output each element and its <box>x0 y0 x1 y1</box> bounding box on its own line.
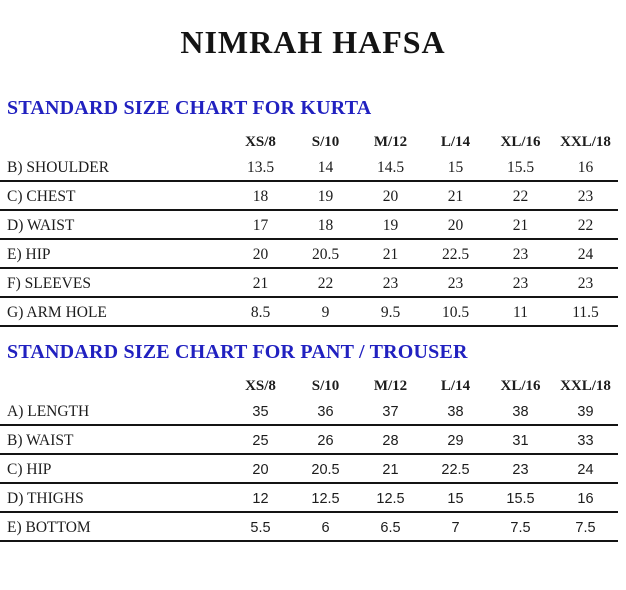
cell: 21 <box>382 462 399 478</box>
cell: 23 <box>577 275 594 292</box>
cell: 17 <box>252 217 269 234</box>
cell: 23 <box>512 275 529 292</box>
kurta-row-chest <box>0 182 618 211</box>
cell: 38 <box>447 404 464 420</box>
kurta-row-shoulder <box>0 153 618 182</box>
pant-row-waist <box>0 426 618 455</box>
cell: 38 <box>512 404 529 420</box>
kurta-row-sleeves <box>0 269 618 298</box>
column-header: M/12 <box>373 134 408 150</box>
cell: 39 <box>577 404 594 420</box>
cell: 14.5 <box>376 159 405 176</box>
cell: 35 <box>252 404 269 420</box>
cell: 37 <box>382 404 399 420</box>
cell: 25 <box>252 433 269 449</box>
cell: 26 <box>317 433 334 449</box>
cell: 24 <box>577 462 594 478</box>
cell: 12.5 <box>376 491 405 507</box>
cell: 21 <box>252 275 269 292</box>
header-spacer <box>0 394 228 397</box>
cell: 15.5 <box>506 159 535 176</box>
cell: 33 <box>577 433 594 449</box>
cell: 20 <box>382 188 399 205</box>
pant-section-heading: STANDARD SIZE CHART FOR PANT / TROUSER <box>7 341 468 363</box>
cell: 8.5 <box>250 304 271 321</box>
cell: 20 <box>447 217 464 234</box>
cell: 12.5 <box>311 491 340 507</box>
cell: 11 <box>513 304 528 321</box>
row-label: C) CHEST <box>7 188 76 205</box>
cell: 9.5 <box>380 304 401 321</box>
cell: 16 <box>577 159 594 176</box>
row-label: D) WAIST <box>7 217 75 234</box>
cell: 31 <box>512 433 529 449</box>
cell: 23 <box>577 188 594 205</box>
row-label: D) THIGHS <box>7 490 84 507</box>
column-header: XXL/18 <box>560 134 611 150</box>
kurta-row-waist <box>0 211 618 240</box>
cell: 22.5 <box>441 462 470 478</box>
cell: 7.5 <box>510 520 531 536</box>
column-header: S/10 <box>311 134 340 150</box>
row-label: F) SLEEVES <box>7 275 91 292</box>
kurta-row-hip <box>0 240 618 269</box>
cell: 14 <box>317 159 334 176</box>
row-label: B) SHOULDER <box>7 159 110 176</box>
row-label: C) HIP <box>7 461 52 478</box>
cell: 20 <box>252 462 269 478</box>
column-header: L/14 <box>440 378 471 394</box>
pant-row-bottom <box>0 513 618 542</box>
cell: 21 <box>382 246 399 263</box>
row-label: G) ARM HOLE <box>7 304 107 321</box>
cell: 6.5 <box>380 520 401 536</box>
cell: 18 <box>252 188 269 205</box>
cell: 10.5 <box>441 304 470 321</box>
column-header: XL/16 <box>500 134 541 150</box>
column-header: XS/8 <box>245 134 276 150</box>
cell: 22 <box>577 217 594 234</box>
cell: 9 <box>321 304 330 321</box>
pant-size-table <box>0 375 618 542</box>
row-label: B) WAIST <box>7 432 74 449</box>
cell: 6 <box>321 520 330 536</box>
cell: 12 <box>252 491 269 507</box>
cell: 19 <box>382 217 399 234</box>
column-header: M/12 <box>373 378 408 394</box>
kurta-section-heading: STANDARD SIZE CHART FOR KURTA <box>7 97 372 119</box>
cell: 28 <box>382 433 399 449</box>
cell: 21 <box>447 188 464 205</box>
cell: 23 <box>447 275 464 292</box>
row-label: E) BOTTOM <box>7 519 91 536</box>
cell: 20.5 <box>311 246 340 263</box>
column-header: S/10 <box>311 378 340 394</box>
cell: 24 <box>577 246 594 263</box>
row-label: E) HIP <box>7 246 51 263</box>
column-header: XS/8 <box>245 378 276 394</box>
column-header: L/14 <box>440 134 471 150</box>
kurta-size-table <box>0 131 618 327</box>
page-title: NIMRAH HAFSA <box>180 24 446 60</box>
cell: 7.5 <box>575 520 596 536</box>
cell: 23 <box>382 275 399 292</box>
cell: 13.5 <box>246 159 275 176</box>
cell: 7 <box>451 520 460 536</box>
cell: 23 <box>512 462 529 478</box>
cell: 11.5 <box>572 304 599 321</box>
column-header: XL/16 <box>500 378 541 394</box>
cell: 23 <box>512 246 529 263</box>
pant-header-row <box>0 375 618 397</box>
header-spacer <box>0 150 228 153</box>
cell: 19 <box>317 188 334 205</box>
pant-row-length <box>0 397 618 426</box>
row-label: A) LENGTH <box>7 403 90 420</box>
cell: 16 <box>577 491 594 507</box>
cell: 22 <box>317 275 334 292</box>
cell: 15 <box>447 159 464 176</box>
kurta-row-armhole <box>0 298 618 327</box>
pant-row-hip <box>0 455 618 484</box>
cell: 20.5 <box>311 462 340 478</box>
cell: 22.5 <box>441 246 470 263</box>
cell: 15 <box>447 491 464 507</box>
cell: 18 <box>317 217 334 234</box>
cell: 20 <box>252 246 269 263</box>
cell: 15.5 <box>506 491 535 507</box>
pant-row-thighs <box>0 484 618 513</box>
column-header: XXL/18 <box>560 378 611 394</box>
cell: 21 <box>512 217 529 234</box>
kurta-header-row <box>0 131 618 153</box>
cell: 5.5 <box>250 520 271 536</box>
cell: 29 <box>447 433 464 449</box>
cell: 36 <box>317 404 334 420</box>
cell: 22 <box>512 188 529 205</box>
